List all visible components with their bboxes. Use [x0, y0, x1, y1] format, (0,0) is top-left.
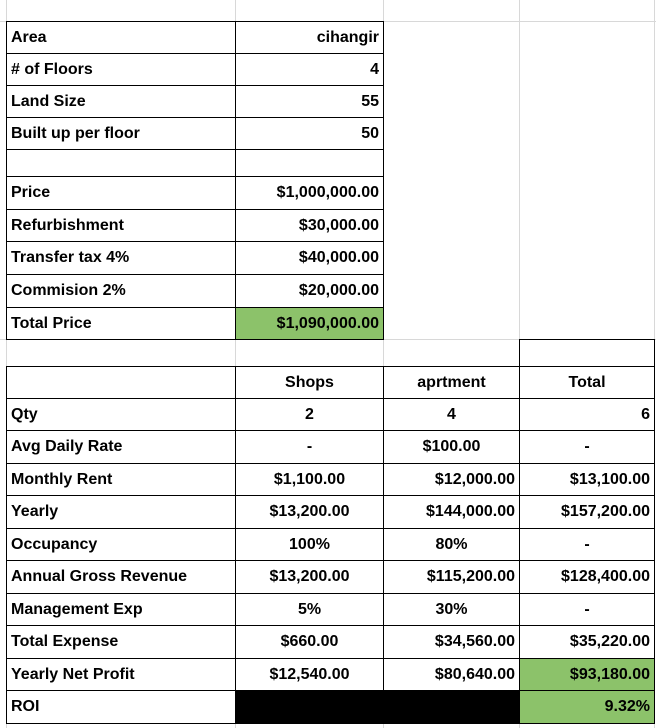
row-occupancy-label[interactable]: Occupancy: [6, 528, 236, 561]
row-monthly-rent-label[interactable]: Monthly Rent: [6, 463, 236, 496]
cell-spacer[interactable]: [235, 149, 384, 177]
row-occupancy-total[interactable]: -: [519, 528, 655, 561]
row-management-exp-apartment[interactable]: 30%: [383, 593, 520, 626]
row-total-expense-shops[interactable]: $660.00: [235, 625, 384, 659]
row-monthly-rent-total[interactable]: $13,100.00: [519, 463, 655, 496]
cell-price-label[interactable]: Price: [6, 176, 236, 210]
row-occupancy-shops[interactable]: 100%: [235, 528, 384, 561]
header-apartment[interactable]: aprtment: [383, 366, 520, 399]
row-avg-daily-rate-label[interactable]: Avg Daily Rate: [6, 430, 236, 464]
cell-built-up-label[interactable]: Built up per floor: [6, 117, 236, 150]
cell-spacer[interactable]: [6, 149, 236, 177]
row-qty-label[interactable]: Qty: [6, 398, 236, 431]
header-shops[interactable]: Shops: [235, 366, 384, 399]
row-monthly-rent-shops[interactable]: $1,100.00: [235, 463, 384, 496]
row-annual-gross-revenue-apartment[interactable]: $115,200.00: [383, 560, 520, 594]
cell-refurbishment-value[interactable]: $30,000.00: [235, 209, 384, 242]
row-yearly-net-profit-apartment[interactable]: $80,640.00: [383, 658, 520, 691]
row-management-exp-label[interactable]: Management Exp: [6, 593, 236, 626]
row-avg-daily-rate-apartment[interactable]: $100.00: [383, 430, 520, 464]
cell-transfer-tax-label[interactable]: Transfer tax 4%: [6, 241, 236, 275]
row-qty-total[interactable]: 6: [519, 398, 655, 431]
row-avg-daily-rate-total[interactable]: -: [519, 430, 655, 464]
row-yearly-net-profit-label[interactable]: Yearly Net Profit: [6, 658, 236, 691]
row-management-exp-shops[interactable]: 5%: [235, 593, 384, 626]
header-total[interactable]: Total: [519, 366, 655, 399]
row-annual-gross-revenue-total[interactable]: $128,400.00: [519, 560, 655, 594]
row-yearly-shops[interactable]: $13,200.00: [235, 495, 384, 529]
cell-spacer[interactable]: [519, 339, 655, 367]
cell-floors-value[interactable]: 4: [235, 53, 384, 86]
row-total-expense-label[interactable]: Total Expense: [6, 625, 236, 659]
cell-built-up-value[interactable]: 50: [235, 117, 384, 150]
row-occupancy-apartment[interactable]: 80%: [383, 528, 520, 561]
row-yearly-net-profit-total[interactable]: $93,180.00: [519, 658, 655, 691]
row-qty-apartment[interactable]: 4: [383, 398, 520, 431]
row-avg-daily-rate-shops[interactable]: -: [235, 430, 384, 464]
row-yearly-total[interactable]: $157,200.00: [519, 495, 655, 529]
cell-total-price-label[interactable]: Total Price: [6, 307, 236, 340]
row-roi-label[interactable]: ROI: [6, 690, 236, 724]
header-blank[interactable]: [6, 366, 236, 399]
cell-floors-label[interactable]: # of Floors: [6, 53, 236, 86]
row-yearly-apartment[interactable]: $144,000.00: [383, 495, 520, 529]
cell-land-size-value[interactable]: 55: [235, 85, 384, 118]
row-qty-shops[interactable]: 2: [235, 398, 384, 431]
cell-land-size-label[interactable]: Land Size: [6, 85, 236, 118]
row-annual-gross-revenue-label[interactable]: Annual Gross Revenue: [6, 560, 236, 594]
cell-area-label[interactable]: Area: [6, 21, 236, 54]
cell-price-value[interactable]: $1,000,000.00: [235, 176, 384, 210]
row-yearly-label[interactable]: Yearly: [6, 495, 236, 529]
row-total-expense-total[interactable]: $35,220.00: [519, 625, 655, 659]
row-yearly-net-profit-shops[interactable]: $12,540.00: [235, 658, 384, 691]
cell-commission-label[interactable]: Commision 2%: [6, 274, 236, 308]
row-annual-gross-revenue-shops[interactable]: $13,200.00: [235, 560, 384, 594]
row-monthly-rent-apartment[interactable]: $12,000.00: [383, 463, 520, 496]
cell-area-value[interactable]: cihangir: [235, 21, 384, 54]
cell-refurbishment-label[interactable]: Refurbishment: [6, 209, 236, 242]
cell-commission-value[interactable]: $20,000.00: [235, 274, 384, 308]
cell-transfer-tax-value[interactable]: $40,000.00: [235, 241, 384, 275]
row-roi-total[interactable]: 9.32%: [519, 690, 655, 724]
row-total-expense-apartment[interactable]: $34,560.00: [383, 625, 520, 659]
row-roi-blackout[interactable]: [235, 690, 520, 724]
row-management-exp-total[interactable]: -: [519, 593, 655, 626]
cell-total-price-value[interactable]: $1,090,000.00: [235, 307, 384, 340]
